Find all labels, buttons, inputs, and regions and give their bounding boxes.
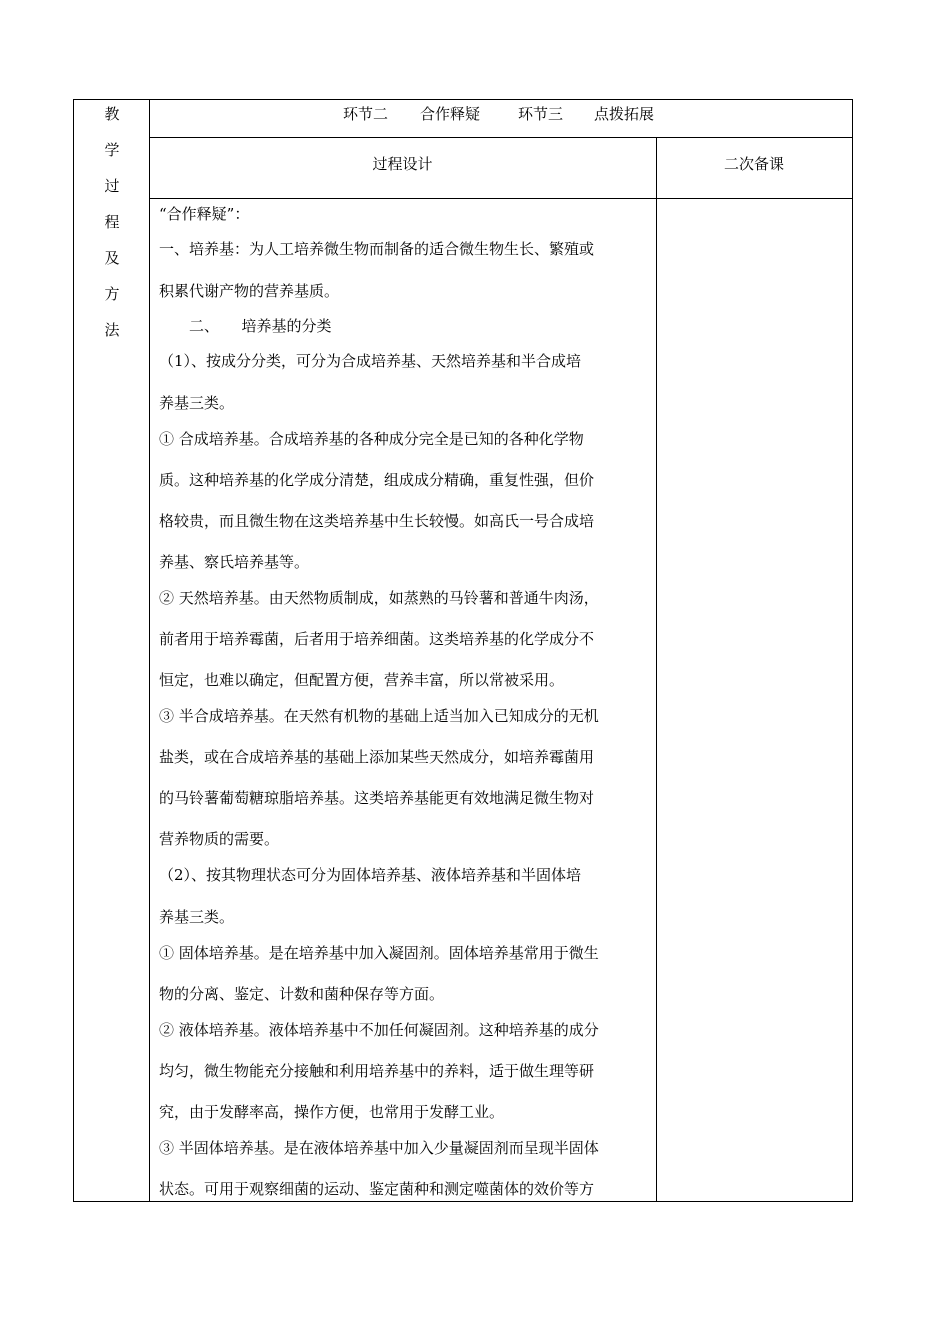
- left-label-char: 法: [104, 321, 120, 339]
- content-line: ② 液体培养基。液体培养基中不加任何凝固剂。这种培养基的成分: [159, 1021, 599, 1039]
- left-label-char: 程: [104, 213, 120, 231]
- section-header-stage2: 环节二: [343, 105, 389, 123]
- content-line: 状态。可用于观察细菌的运动、鉴定菌种和测定噬菌体的效价等方: [159, 1180, 595, 1198]
- column-header-divider: [149, 198, 853, 199]
- content-line: 究，由于发酵率高，操作方便，也常用于发酵工业。: [159, 1103, 505, 1121]
- left-label-char: 学: [104, 141, 120, 159]
- content-line: 的马铃薯葡萄糖琼脂培养基。这类培养基能更有效地满足微生物对: [159, 789, 595, 807]
- content-line: 一、培养基：为人工培养微生物而制备的适合微生物生长、繁殖或: [159, 240, 595, 258]
- table-bottom-border: [73, 1201, 853, 1202]
- content-line: 物的分离、鉴定、计数和菌种保存等方面。: [159, 985, 445, 1003]
- content-line: 恒定，也难以确定，但配置方便，营养丰富，所以常被采用。: [159, 671, 565, 689]
- content-line: （2）、按其物理状态可分为固体培养基、液体培养基和半固体培: [159, 866, 582, 884]
- left-label-char: 教: [104, 105, 120, 123]
- content-line: ③ 半合成培养基。在天然有机物的基础上适当加入已知成分的无机: [159, 707, 599, 725]
- content-line: 前者用于培养霉菌，后者用于培养细菌。这类培养基的化学成分不: [159, 630, 595, 648]
- content-line: ① 合成培养基。合成培养基的各种成分完全是已知的各种化学物: [159, 430, 584, 448]
- content-line: 养基三类。: [159, 394, 235, 412]
- content-line: ① 固体培养基。是在培养基中加入凝固剂。固体培养基常用于微生: [159, 944, 599, 962]
- content-line: 养基、察氏培养基等。: [159, 553, 310, 571]
- column-header-process: 过程设计: [372, 155, 433, 173]
- content-line: ③ 半固体培养基。是在液体培养基中加入少量凝固剂而呈现半固体: [159, 1139, 599, 1157]
- content-line: 积累代谢产物的营养基质。: [159, 282, 340, 300]
- column-header-secondary: 二次备课: [723, 155, 784, 173]
- content-line: 养基三类。: [159, 908, 235, 926]
- table-right-border: [852, 99, 853, 1202]
- content-line: 质。这种培养基的化学成分清楚，组成成分精确，重复性强，但价: [159, 471, 595, 489]
- content-line: “合作释疑”：: [159, 205, 250, 223]
- content-line: 均匀，微生物能充分接触和利用培养基中的养料，适于做生理等研: [159, 1062, 595, 1080]
- left-label-char: 及: [104, 249, 120, 267]
- content-line: 二、 培养基的分类: [159, 317, 332, 335]
- header-row-divider: [149, 137, 853, 138]
- left-label-char: 过: [104, 177, 120, 195]
- content-line: 营养物质的需要。: [159, 830, 280, 848]
- left-label-char: 方: [104, 285, 120, 303]
- table-top-border: [73, 99, 853, 100]
- section-header-stage3: 环节三: [518, 105, 564, 123]
- content-line: ② 天然培养基。由天然物质制成，如蒸熟的马铃薯和普通牛肉汤，: [159, 589, 599, 607]
- content-line: 盐类，或在合成培养基的基础上添加某些天然成分，如培养霉菌用: [159, 748, 595, 766]
- section-header-stage2-title: 合作释疑: [420, 105, 481, 123]
- section-header-stage3-title: 点拨拓展: [594, 105, 655, 123]
- content-line: （1）、按成分分类，可分为合成培养基、天然培养基和半合成培: [159, 352, 582, 370]
- content-line: 格较贵，而且微生物在这类培养基中生长较慢。如高氏一号合成培: [159, 512, 595, 530]
